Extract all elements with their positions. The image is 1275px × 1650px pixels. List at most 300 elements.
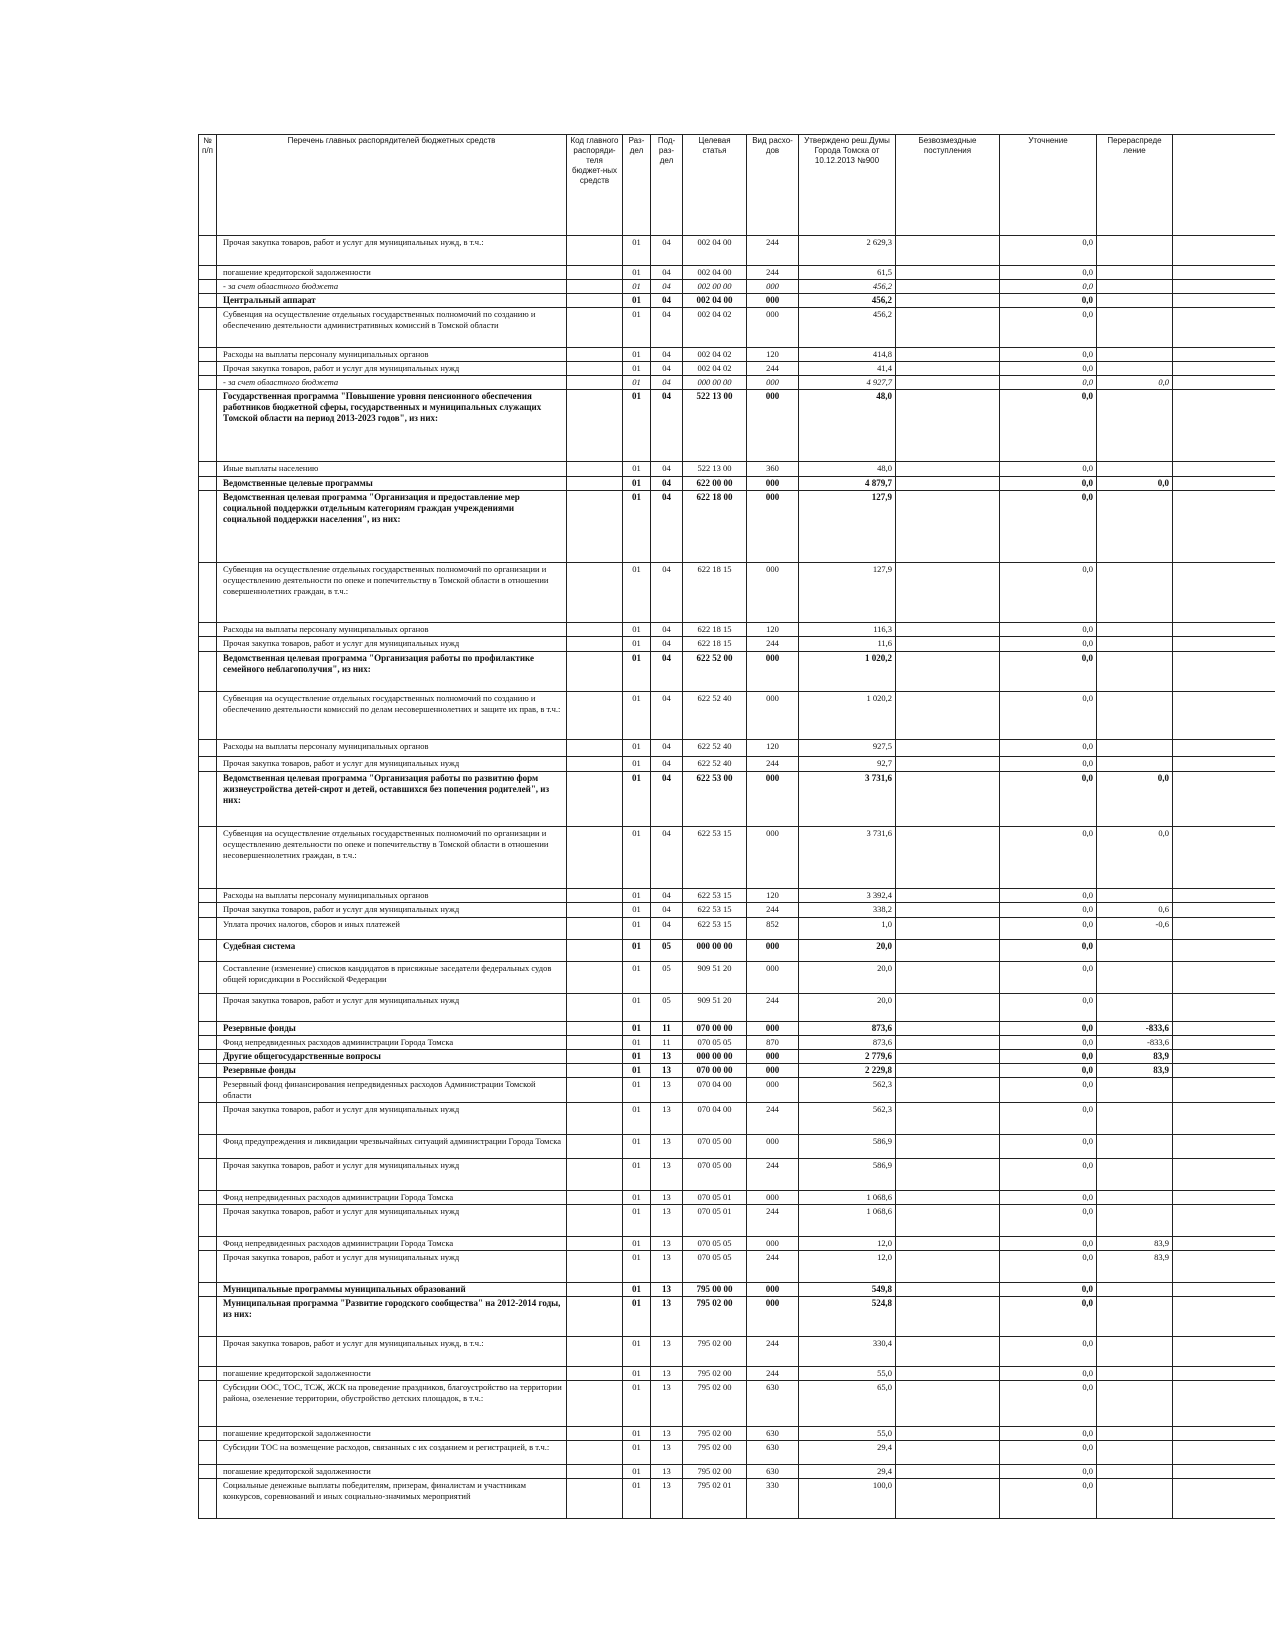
cell-grants xyxy=(896,1103,1000,1135)
cell-csr: 795 02 00 xyxy=(683,1367,747,1381)
cell-extra xyxy=(1173,903,1275,918)
cell-name: Социальные денежные выплаты победителям, призерам, финалистам и участникам конкурсов, соревнований и иных социально-значимых мероприятий xyxy=(217,1479,567,1519)
cell-vr: 000 xyxy=(747,1135,799,1159)
cell-razdel: 01 xyxy=(623,692,651,740)
cell-name: Уплата прочих налогов, сборов и иных платежей xyxy=(217,918,567,940)
cell-name: погашение кредиторской задолженности xyxy=(217,1367,567,1381)
table-row xyxy=(199,1479,1275,1519)
cell-razdel: 01 xyxy=(623,1064,651,1078)
cell-code xyxy=(567,1479,623,1519)
cell-grants xyxy=(896,1381,1000,1427)
cell-num xyxy=(199,1441,217,1465)
cell-redistribute xyxy=(1097,652,1173,692)
cell-code xyxy=(567,477,623,491)
cell-extra xyxy=(1173,1441,1275,1465)
cell-code xyxy=(567,757,623,772)
table-row xyxy=(199,491,1275,563)
cell-podrazdel: 04 xyxy=(651,652,683,692)
cell-name: Фонд непредвиденных расходов администрации Города Томска xyxy=(217,1036,567,1050)
cell-refine: 0,0 xyxy=(1000,1103,1097,1135)
cell-refine: 0,0 xyxy=(1000,827,1097,889)
cell-vr: 000 xyxy=(747,308,799,348)
cell-refine: 0,0 xyxy=(1000,918,1097,940)
cell-grants xyxy=(896,390,1000,462)
cell-csr: 070 00 00 xyxy=(683,1064,747,1078)
cell-csr: 795 02 00 xyxy=(683,1381,747,1427)
cell-extra xyxy=(1173,348,1275,362)
cell-podrazdel: 04 xyxy=(651,740,683,757)
cell-redistribute: 83,9 xyxy=(1097,1251,1173,1283)
cell-refine: 0,0 xyxy=(1000,348,1097,362)
cell-extra xyxy=(1173,827,1275,889)
cell-num xyxy=(199,1479,217,1519)
cell-redistribute xyxy=(1097,1297,1173,1337)
cell-podrazdel: 05 xyxy=(651,940,683,962)
cell-podrazdel: 13 xyxy=(651,1191,683,1205)
cell-vr: 000 xyxy=(747,280,799,294)
table-row xyxy=(199,362,1275,376)
cell-refine: 0,0 xyxy=(1000,962,1097,994)
cell-podrazdel: 04 xyxy=(651,757,683,772)
cell-approved: 562,3 xyxy=(799,1103,896,1135)
header-razdel: Раз-дел xyxy=(623,135,651,236)
cell-grants xyxy=(896,652,1000,692)
cell-num xyxy=(199,1465,217,1479)
table-row xyxy=(199,1381,1275,1427)
cell-vr: 244 xyxy=(747,1103,799,1135)
cell-razdel: 01 xyxy=(623,1078,651,1103)
cell-num xyxy=(199,1367,217,1381)
cell-name: Расходы на выплаты персоналу муниципальных органов xyxy=(217,623,567,637)
cell-vr: 000 xyxy=(747,390,799,462)
cell-approved: 3 392,4 xyxy=(799,889,896,903)
cell-podrazdel: 13 xyxy=(651,1337,683,1367)
cell-vr: 870 xyxy=(747,1036,799,1050)
cell-name: Ведомственная целевая программа "Организация работы по профилактике семейного неблагополучия", из них: xyxy=(217,652,567,692)
cell-razdel: 01 xyxy=(623,390,651,462)
cell-refine: 0,0 xyxy=(1000,308,1097,348)
table-row xyxy=(199,294,1275,308)
cell-csr: 795 02 00 xyxy=(683,1465,747,1479)
header-name: Перечень главных распорядителей бюджетных средств xyxy=(217,135,567,236)
cell-name: - за счет областного бюджета xyxy=(217,376,567,390)
cell-vr: 000 xyxy=(747,940,799,962)
cell-razdel: 01 xyxy=(623,308,651,348)
cell-razdel: 01 xyxy=(623,903,651,918)
cell-redistribute xyxy=(1097,740,1173,757)
cell-podrazdel: 13 xyxy=(651,1135,683,1159)
cell-razdel: 01 xyxy=(623,1297,651,1337)
cell-csr: 795 00 00 xyxy=(683,1283,747,1297)
cell-code xyxy=(567,491,623,563)
cell-refine: 0,0 xyxy=(1000,1237,1097,1251)
cell-csr: 622 53 15 xyxy=(683,903,747,918)
cell-razdel: 01 xyxy=(623,1191,651,1205)
cell-refine: 0,0 xyxy=(1000,1297,1097,1337)
cell-refine: 0,0 xyxy=(1000,1050,1097,1064)
cell-extra xyxy=(1173,889,1275,903)
table-row xyxy=(199,740,1275,757)
cell-redistribute xyxy=(1097,362,1173,376)
cell-vr: 000 xyxy=(747,1078,799,1103)
table-row xyxy=(199,1159,1275,1191)
cell-refine: 0,0 xyxy=(1000,390,1097,462)
cell-redistribute xyxy=(1097,294,1173,308)
cell-refine: 0,0 xyxy=(1000,1427,1097,1441)
cell-grants xyxy=(896,563,1000,623)
cell-extra xyxy=(1173,1427,1275,1441)
table-row xyxy=(199,1297,1275,1337)
cell-redistribute xyxy=(1097,1427,1173,1441)
cell-grants xyxy=(896,740,1000,757)
cell-razdel: 01 xyxy=(623,962,651,994)
cell-grants xyxy=(896,1135,1000,1159)
cell-extra xyxy=(1173,236,1275,266)
cell-podrazdel: 13 xyxy=(651,1297,683,1337)
cell-csr: 622 53 15 xyxy=(683,918,747,940)
cell-name: Прочая закупка товаров, работ и услуг для муниципальных нужд xyxy=(217,1159,567,1191)
cell-grants xyxy=(896,1427,1000,1441)
cell-num xyxy=(199,772,217,827)
cell-approved: 11,6 xyxy=(799,637,896,652)
cell-podrazdel: 13 xyxy=(651,1159,683,1191)
header-num: № п/п xyxy=(199,135,217,236)
cell-approved: 48,0 xyxy=(799,462,896,477)
table-row xyxy=(199,1191,1275,1205)
cell-podrazdel: 04 xyxy=(651,362,683,376)
cell-podrazdel: 13 xyxy=(651,1427,683,1441)
cell-csr: 622 52 40 xyxy=(683,740,747,757)
cell-extra xyxy=(1173,740,1275,757)
cell-vr: 000 xyxy=(747,652,799,692)
cell-code xyxy=(567,1251,623,1283)
cell-extra xyxy=(1173,362,1275,376)
cell-approved: 2 229,8 xyxy=(799,1064,896,1078)
cell-redistribute xyxy=(1097,623,1173,637)
cell-redistribute: 0,0 xyxy=(1097,827,1173,889)
cell-razdel: 01 xyxy=(623,637,651,652)
cell-csr: 070 04 00 xyxy=(683,1103,747,1135)
cell-podrazdel: 13 xyxy=(651,1367,683,1381)
cell-vr: 120 xyxy=(747,889,799,903)
cell-redistribute xyxy=(1097,1381,1173,1427)
cell-refine: 0,0 xyxy=(1000,772,1097,827)
cell-razdel: 01 xyxy=(623,491,651,563)
cell-razdel: 01 xyxy=(623,623,651,637)
cell-approved: 1 068,6 xyxy=(799,1205,896,1237)
cell-vr: 630 xyxy=(747,1381,799,1427)
cell-vr: 000 xyxy=(747,1191,799,1205)
cell-podrazdel: 13 xyxy=(651,1283,683,1297)
cell-redistribute xyxy=(1097,637,1173,652)
cell-extra xyxy=(1173,308,1275,348)
cell-approved: 456,2 xyxy=(799,294,896,308)
cell-razdel: 01 xyxy=(623,757,651,772)
cell-vr: 000 xyxy=(747,1022,799,1036)
cell-grants xyxy=(896,1237,1000,1251)
cell-approved: 1 068,6 xyxy=(799,1191,896,1205)
cell-name: Другие общегосударственные вопросы xyxy=(217,1050,567,1064)
cell-approved: 873,6 xyxy=(799,1036,896,1050)
cell-refine: 0,0 xyxy=(1000,280,1097,294)
cell-name: погашение кредиторской задолженности xyxy=(217,1465,567,1479)
cell-code xyxy=(567,362,623,376)
cell-grants xyxy=(896,1479,1000,1519)
cell-csr: 070 05 05 xyxy=(683,1251,747,1283)
header-approved: Утверждено реш.Думы Города Томска от 10.12.2013 №900 xyxy=(799,135,896,236)
table-row xyxy=(199,918,1275,940)
header-vr: Вид расхо-дов xyxy=(747,135,799,236)
cell-num xyxy=(199,266,217,280)
cell-grants xyxy=(896,308,1000,348)
cell-grants xyxy=(896,491,1000,563)
cell-refine: 0,0 xyxy=(1000,1251,1097,1283)
cell-approved: 116,3 xyxy=(799,623,896,637)
cell-name: Расходы на выплаты персоналу муниципальных органов xyxy=(217,889,567,903)
cell-approved: 2 779,6 xyxy=(799,1050,896,1064)
table-row xyxy=(199,266,1275,280)
cell-csr: 909 51 20 xyxy=(683,962,747,994)
cell-refine: 0,0 xyxy=(1000,362,1097,376)
cell-redistribute xyxy=(1097,1078,1173,1103)
cell-extra xyxy=(1173,623,1275,637)
cell-name: Субсидии ООС, ТОС, ТСЖ, ЖСК на проведение праздников, благоустройство на территории района, озеленение территории, обустройство детских площадок, в т.ч.: xyxy=(217,1381,567,1427)
cell-num xyxy=(199,827,217,889)
cell-csr: 002 00 00 xyxy=(683,280,747,294)
cell-num xyxy=(199,1297,217,1337)
cell-razdel: 01 xyxy=(623,1367,651,1381)
cell-csr: 000 00 00 xyxy=(683,940,747,962)
cell-podrazdel: 13 xyxy=(651,1205,683,1237)
cell-name: Ведомственные целевые программы xyxy=(217,477,567,491)
cell-extra xyxy=(1173,1367,1275,1381)
cell-num xyxy=(199,889,217,903)
table-body xyxy=(199,236,1275,1519)
cell-approved: 20,0 xyxy=(799,940,896,962)
cell-redistribute xyxy=(1097,1367,1173,1381)
cell-num xyxy=(199,1337,217,1367)
cell-extra xyxy=(1173,772,1275,827)
cell-redistribute xyxy=(1097,563,1173,623)
cell-redistribute xyxy=(1097,1283,1173,1297)
cell-approved: 4 879,7 xyxy=(799,477,896,491)
cell-name: Расходы на выплаты персоналу муниципальных органов xyxy=(217,348,567,362)
cell-podrazdel: 13 xyxy=(651,1465,683,1479)
cell-vr: 244 xyxy=(747,757,799,772)
cell-grants xyxy=(896,477,1000,491)
cell-num xyxy=(199,994,217,1022)
cell-razdel: 01 xyxy=(623,994,651,1022)
cell-razdel: 01 xyxy=(623,1159,651,1191)
table-row xyxy=(199,1078,1275,1103)
cell-extra xyxy=(1173,1237,1275,1251)
cell-name: Центральный аппарат xyxy=(217,294,567,308)
table-row xyxy=(199,1367,1275,1381)
cell-refine: 0,0 xyxy=(1000,266,1097,280)
cell-vr: 360 xyxy=(747,462,799,477)
cell-csr: 522 13 00 xyxy=(683,390,747,462)
cell-name: Субсидии ТОС на возмещение расходов, связанных с их созданием и регистрацией, в т.ч.: xyxy=(217,1441,567,1465)
cell-approved: 456,2 xyxy=(799,308,896,348)
cell-code xyxy=(567,692,623,740)
cell-code xyxy=(567,1381,623,1427)
cell-redistribute: 0,0 xyxy=(1097,772,1173,827)
cell-approved: 127,9 xyxy=(799,563,896,623)
cell-code xyxy=(567,918,623,940)
table-row xyxy=(199,1427,1275,1441)
cell-csr: 622 53 15 xyxy=(683,827,747,889)
cell-num xyxy=(199,1205,217,1237)
cell-refine: 0,0 xyxy=(1000,1367,1097,1381)
cell-approved: 338,2 xyxy=(799,903,896,918)
cell-csr: 622 18 15 xyxy=(683,637,747,652)
cell-redistribute xyxy=(1097,348,1173,362)
cell-redistribute xyxy=(1097,757,1173,772)
cell-razdel: 01 xyxy=(623,1205,651,1237)
table-row xyxy=(199,1465,1275,1479)
cell-approved: 873,6 xyxy=(799,1022,896,1036)
table-header-row xyxy=(199,135,1275,236)
cell-name: Субвенция на осуществление отдельных государственных полномочий по созданию и обеспечению деятельности комиссий по делам несовершеннолетних и защите их прав, в т.ч.: xyxy=(217,692,567,740)
cell-razdel: 01 xyxy=(623,280,651,294)
cell-grants xyxy=(896,462,1000,477)
cell-csr: 622 52 40 xyxy=(683,692,747,740)
cell-redistribute xyxy=(1097,1465,1173,1479)
cell-approved: 1,0 xyxy=(799,918,896,940)
cell-grants xyxy=(896,903,1000,918)
table-row xyxy=(199,962,1275,994)
cell-grants xyxy=(896,266,1000,280)
cell-num xyxy=(199,1135,217,1159)
cell-approved: 55,0 xyxy=(799,1367,896,1381)
cell-podrazdel: 11 xyxy=(651,1036,683,1050)
cell-vr: 630 xyxy=(747,1465,799,1479)
cell-csr: 070 05 05 xyxy=(683,1036,747,1050)
cell-extra xyxy=(1173,1205,1275,1237)
table-row xyxy=(199,757,1275,772)
cell-name: Муниципальная программа "Развитие городского сообщества" на 2012-2014 годы, из них: xyxy=(217,1297,567,1337)
cell-podrazdel: 05 xyxy=(651,962,683,994)
cell-num xyxy=(199,362,217,376)
table-row xyxy=(199,1251,1275,1283)
cell-razdel: 01 xyxy=(623,827,651,889)
cell-extra xyxy=(1173,940,1275,962)
cell-vr: 000 xyxy=(747,491,799,563)
cell-name: Прочая закупка товаров, работ и услуг для муниципальных нужд, в т.ч.: xyxy=(217,1337,567,1367)
cell-name: Ведомственная целевая программа "Организация работы по развитию форм жизнеустройства детей-сирот и детей, оставшихся без попечения родителей", из них: xyxy=(217,772,567,827)
cell-refine: 0,0 xyxy=(1000,1064,1097,1078)
cell-num xyxy=(199,652,217,692)
cell-razdel: 01 xyxy=(623,362,651,376)
cell-razdel: 01 xyxy=(623,563,651,623)
cell-name: Расходы на выплаты персоналу муниципальных органов xyxy=(217,740,567,757)
cell-code xyxy=(567,390,623,462)
cell-approved: 29,4 xyxy=(799,1465,896,1479)
cell-grants xyxy=(896,1050,1000,1064)
cell-refine: 0,0 xyxy=(1000,692,1097,740)
cell-extra xyxy=(1173,1103,1275,1135)
table-row xyxy=(199,462,1275,477)
cell-code xyxy=(567,994,623,1022)
cell-redistribute xyxy=(1097,1103,1173,1135)
cell-grants xyxy=(896,1283,1000,1297)
cell-podrazdel: 04 xyxy=(651,637,683,652)
cell-num xyxy=(199,477,217,491)
table-row xyxy=(199,652,1275,692)
cell-redistribute xyxy=(1097,390,1173,462)
cell-redistribute xyxy=(1097,692,1173,740)
cell-extra xyxy=(1173,1191,1275,1205)
cell-vr: 244 xyxy=(747,1205,799,1237)
cell-num xyxy=(199,376,217,390)
cell-redistribute xyxy=(1097,1191,1173,1205)
cell-name: погашение кредиторской задолженности xyxy=(217,266,567,280)
table-row xyxy=(199,772,1275,827)
cell-podrazdel: 04 xyxy=(651,390,683,462)
cell-approved: 12,0 xyxy=(799,1251,896,1283)
cell-vr: 120 xyxy=(747,348,799,362)
cell-code xyxy=(567,1036,623,1050)
cell-razdel: 01 xyxy=(623,294,651,308)
cell-csr: 000 00 00 xyxy=(683,376,747,390)
cell-approved: 524,8 xyxy=(799,1297,896,1337)
cell-redistribute xyxy=(1097,994,1173,1022)
table-row xyxy=(199,1050,1275,1064)
cell-name: Иные выплаты населению xyxy=(217,462,567,477)
cell-vr: 630 xyxy=(747,1427,799,1441)
cell-podrazdel: 13 xyxy=(651,1078,683,1103)
header-redistribute: Перераспреде ление xyxy=(1097,135,1173,236)
cell-podrazdel: 04 xyxy=(651,477,683,491)
cell-grants xyxy=(896,348,1000,362)
cell-redistribute: -0,6 xyxy=(1097,918,1173,940)
header-csr: Целевая статья xyxy=(683,135,747,236)
cell-podrazdel: 13 xyxy=(651,1064,683,1078)
cell-code xyxy=(567,962,623,994)
cell-redistribute: 0,0 xyxy=(1097,376,1173,390)
cell-approved: 92,7 xyxy=(799,757,896,772)
table-row xyxy=(199,623,1275,637)
cell-extra xyxy=(1173,918,1275,940)
cell-num xyxy=(199,940,217,962)
cell-grants xyxy=(896,1036,1000,1050)
cell-refine: 0,0 xyxy=(1000,994,1097,1022)
cell-vr: 244 xyxy=(747,903,799,918)
table-row xyxy=(199,903,1275,918)
cell-redistribute: 0,0 xyxy=(1097,477,1173,491)
cell-csr: 622 52 40 xyxy=(683,757,747,772)
cell-podrazdel: 04 xyxy=(651,462,683,477)
table-row xyxy=(199,1103,1275,1135)
cell-name: Прочая закупка товаров, работ и услуг для муниципальных нужд xyxy=(217,1103,567,1135)
cell-csr: 002 04 00 xyxy=(683,294,747,308)
cell-approved: 549,8 xyxy=(799,1283,896,1297)
cell-extra xyxy=(1173,637,1275,652)
cell-code xyxy=(567,940,623,962)
table-row xyxy=(199,376,1275,390)
cell-grants xyxy=(896,637,1000,652)
cell-code xyxy=(567,652,623,692)
cell-redistribute xyxy=(1097,1337,1173,1367)
cell-grants xyxy=(896,1367,1000,1381)
cell-csr: 000 00 00 xyxy=(683,1050,747,1064)
cell-grants xyxy=(896,1297,1000,1337)
table-row xyxy=(199,1036,1275,1050)
cell-num xyxy=(199,757,217,772)
cell-razdel: 01 xyxy=(623,266,651,280)
budget-table xyxy=(198,134,1275,1519)
cell-extra xyxy=(1173,376,1275,390)
